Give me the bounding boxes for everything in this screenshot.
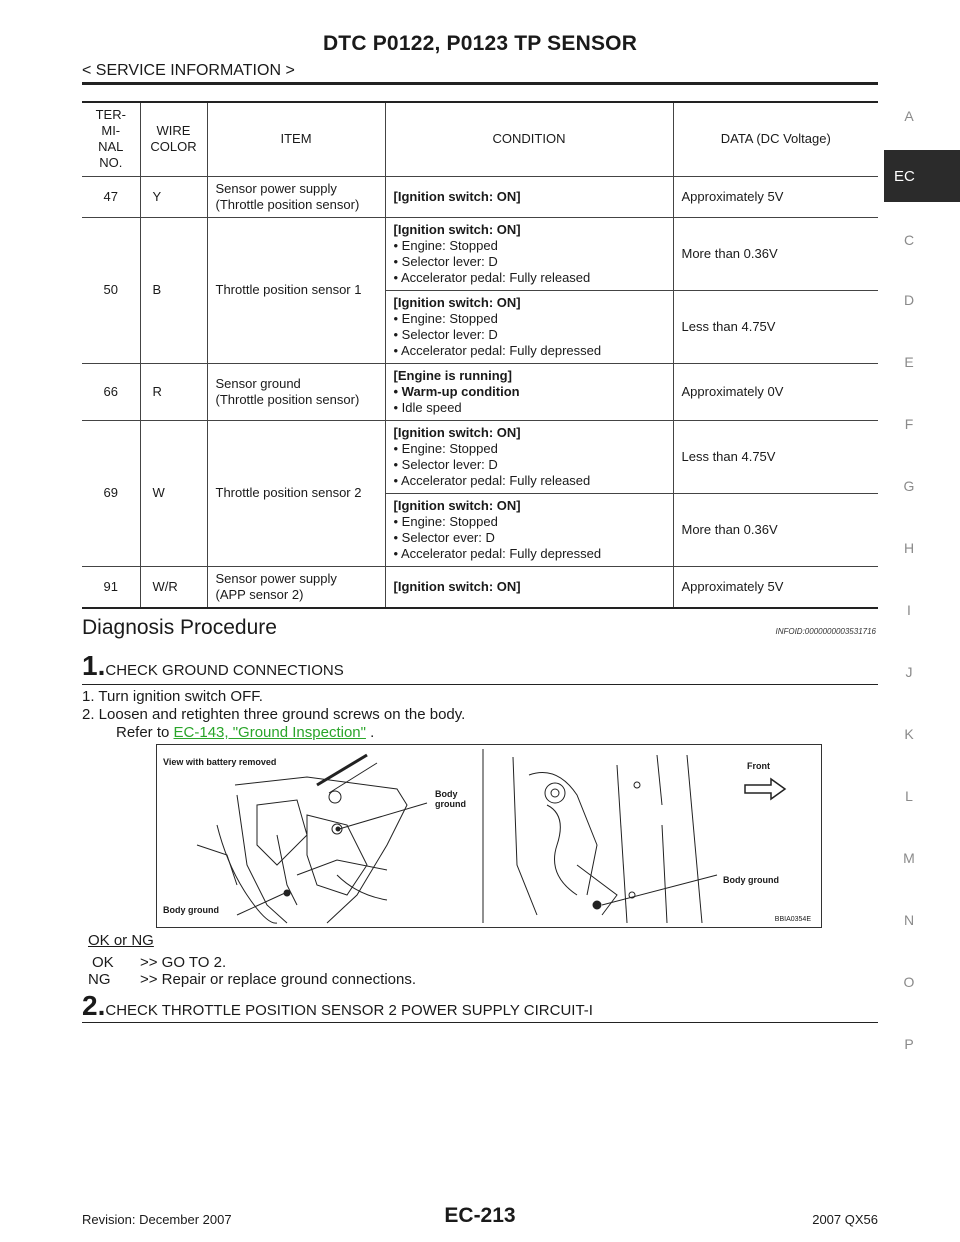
condition-line: • Warm-up condition <box>393 383 520 399</box>
figure-caption-view: View with battery removed <box>163 757 277 767</box>
header-terminal: TER- MI- NAL NO. <box>82 102 140 176</box>
header-data: DATA (DC Voltage) <box>673 102 878 176</box>
cell-data-voltage: Approximately 5V <box>673 176 878 217</box>
condition-line: [Engine is running] <box>393 367 512 383</box>
condition-line: [Ignition switch: ON] <box>393 294 521 310</box>
figure-label-body-ground-right: Body ground <box>723 875 779 885</box>
cell-data-voltage: More than 0.36V <box>673 493 878 566</box>
tab-i[interactable]: I <box>907 602 911 618</box>
figure-label-body-ground-left: Body ground <box>163 905 219 915</box>
table-header-row <box>82 102 878 176</box>
footer-revision: Revision: December 2007 <box>82 1212 232 1227</box>
step-1-refer <box>116 724 374 741</box>
footer-model: 2007 QX56 <box>812 1212 878 1227</box>
tab-ec-active[interactable]: EC <box>884 150 960 202</box>
cell-wire-color: W <box>140 420 207 566</box>
item-line: (Throttle position sensor) <box>215 391 360 407</box>
table-row <box>82 566 878 608</box>
cell-wire-color: R <box>140 363 207 420</box>
cell-condition <box>385 493 673 566</box>
condition-line: • Accelerator pedal: Fully depressed <box>393 545 602 561</box>
ok-text: >> GO TO 2. <box>140 954 227 971</box>
cell-data-voltage: Less than 4.75V <box>673 290 878 363</box>
condition-line: [Ignition switch: ON] <box>393 578 521 594</box>
refer-suffix: . <box>365 724 375 741</box>
tab-k[interactable]: K <box>904 726 914 742</box>
table-row <box>82 363 878 420</box>
cell-data-voltage: Approximately 0V <box>673 363 878 420</box>
step-1-heading <box>82 650 344 682</box>
cell-condition <box>385 290 673 363</box>
condition-line: [Ignition switch: ON] <box>393 424 521 440</box>
tab-p[interactable]: P <box>904 1036 914 1052</box>
ng-tag: NG <box>88 971 111 988</box>
table-row <box>82 217 878 290</box>
cell-terminal: 50 <box>82 217 140 363</box>
figure-code: BBIA0354E <box>774 916 811 923</box>
condition-line: • Accelerator pedal: Fully released <box>393 269 591 285</box>
tab-m[interactable]: M <box>903 850 915 866</box>
cell-condition <box>385 420 673 493</box>
tab-n[interactable]: N <box>903 912 915 928</box>
item-line: Sensor power supply <box>215 180 337 196</box>
tab-g[interactable]: G <box>903 478 915 494</box>
ground-inspection-link[interactable]: EC-143, "Ground Inspection" <box>173 724 366 741</box>
cell-terminal: 47 <box>82 176 140 217</box>
cell-condition <box>385 176 673 217</box>
condition-line: • Engine: Stopped <box>393 310 498 326</box>
table-body <box>82 176 878 608</box>
item-line: (APP sensor 2) <box>215 586 304 602</box>
condition-line: • Selector lever: D <box>393 253 498 269</box>
step-1-item-2: 2. Loosen and retighten three ground screws on the body. <box>82 706 466 723</box>
tab-d[interactable]: D <box>903 292 915 308</box>
ok-or-ng-label: OK or NG <box>88 932 154 949</box>
cell-data-voltage: Approximately 5V <box>673 566 878 608</box>
engine-bay-illustration <box>157 745 821 927</box>
header-item: ITEM <box>207 102 385 176</box>
header-wire-color: WIRE COLOR <box>140 102 207 176</box>
cell-wire-color: B <box>140 217 207 363</box>
info-id: INFOID:0000000003531716 <box>775 627 876 636</box>
item-line: Sensor power supply <box>215 570 337 586</box>
figure-label-front: Front <box>747 761 770 771</box>
cell-item <box>207 176 385 217</box>
cell-condition <box>385 217 673 290</box>
tab-l[interactable]: L <box>905 788 913 804</box>
item-line: Throttle position sensor 1 <box>215 282 362 297</box>
step-2-rule <box>82 1022 878 1023</box>
cell-wire-color: W/R <box>140 566 207 608</box>
table-row <box>82 420 878 493</box>
cell-terminal: 91 <box>82 566 140 608</box>
step-1-rule <box>82 684 878 685</box>
ng-text: >> Repair or replace ground connections. <box>140 971 417 988</box>
condition-line: • Selector lever: D <box>393 326 498 342</box>
condition-line: [Ignition switch: ON] <box>393 497 521 513</box>
page-title: DTC P0122, P0123 TP SENSOR <box>322 32 638 55</box>
tab-a[interactable]: A <box>904 108 914 124</box>
cell-item <box>207 363 385 420</box>
item-line: Sensor ground <box>215 375 301 391</box>
terminal-data-table <box>82 101 878 609</box>
table-row <box>82 176 878 217</box>
step-2-number: 2. <box>82 990 106 1021</box>
cell-terminal: 69 <box>82 420 140 566</box>
item-line: (Throttle position sensor) <box>215 196 360 212</box>
item-line: Throttle position sensor 2 <box>215 485 362 500</box>
condition-line: • Engine: Stopped <box>393 513 498 529</box>
tab-c[interactable]: C <box>903 232 915 248</box>
ng-result-row <box>88 971 416 988</box>
ok-result-row <box>92 954 226 971</box>
condition-line: • Selector lever: D <box>393 456 498 472</box>
header-rule <box>82 82 878 85</box>
step-1-number: 1. <box>82 650 106 681</box>
tab-o[interactable]: O <box>903 974 915 990</box>
ok-tag: OK <box>92 954 114 971</box>
cell-item <box>207 420 385 566</box>
condition-line: • Accelerator pedal: Fully depressed <box>393 342 602 358</box>
step-2-heading <box>82 990 593 1022</box>
header-condition: CONDITION <box>385 102 673 176</box>
condition-line: [Ignition switch: ON] <box>393 221 521 237</box>
condition-line: [Ignition switch: ON] <box>393 188 521 204</box>
cell-data-voltage: More than 0.36V <box>673 217 878 290</box>
refer-prefix: Refer to <box>116 724 174 741</box>
section-label: < SERVICE INFORMATION > <box>82 62 295 79</box>
tab-j[interactable]: J <box>905 664 913 680</box>
condition-line: • Idle speed <box>393 399 462 415</box>
cell-data-voltage: Less than 4.75V <box>673 420 878 493</box>
tab-h[interactable]: H <box>903 540 915 556</box>
footer-page-number: EC-213 <box>444 1204 516 1227</box>
tab-e[interactable]: E <box>904 354 914 370</box>
step-1-title: CHECK GROUND CONNECTIONS <box>105 662 344 679</box>
cell-condition <box>385 363 673 420</box>
cell-item <box>207 566 385 608</box>
diagnosis-title: Diagnosis Procedure <box>82 616 277 639</box>
figure-label-body-ground-top: Body ground <box>435 789 466 809</box>
tab-f[interactable]: F <box>904 416 914 432</box>
condition-line: • Engine: Stopped <box>393 237 498 253</box>
step-2-title: CHECK THROTTLE POSITION SENSOR 2 POWER SUPPLY CIRCUIT-I <box>105 1002 593 1019</box>
cell-wire-color: Y <box>140 176 207 217</box>
cell-terminal: 66 <box>82 363 140 420</box>
cell-item <box>207 217 385 363</box>
condition-line: • Selector ever: D <box>393 529 495 545</box>
condition-line: • Engine: Stopped <box>393 440 498 456</box>
step-1-item-1: 1. Turn ignition switch OFF. <box>82 688 263 705</box>
ground-location-figure <box>156 744 822 928</box>
condition-line: • Accelerator pedal: Fully released <box>393 472 591 488</box>
cell-condition <box>385 566 673 608</box>
